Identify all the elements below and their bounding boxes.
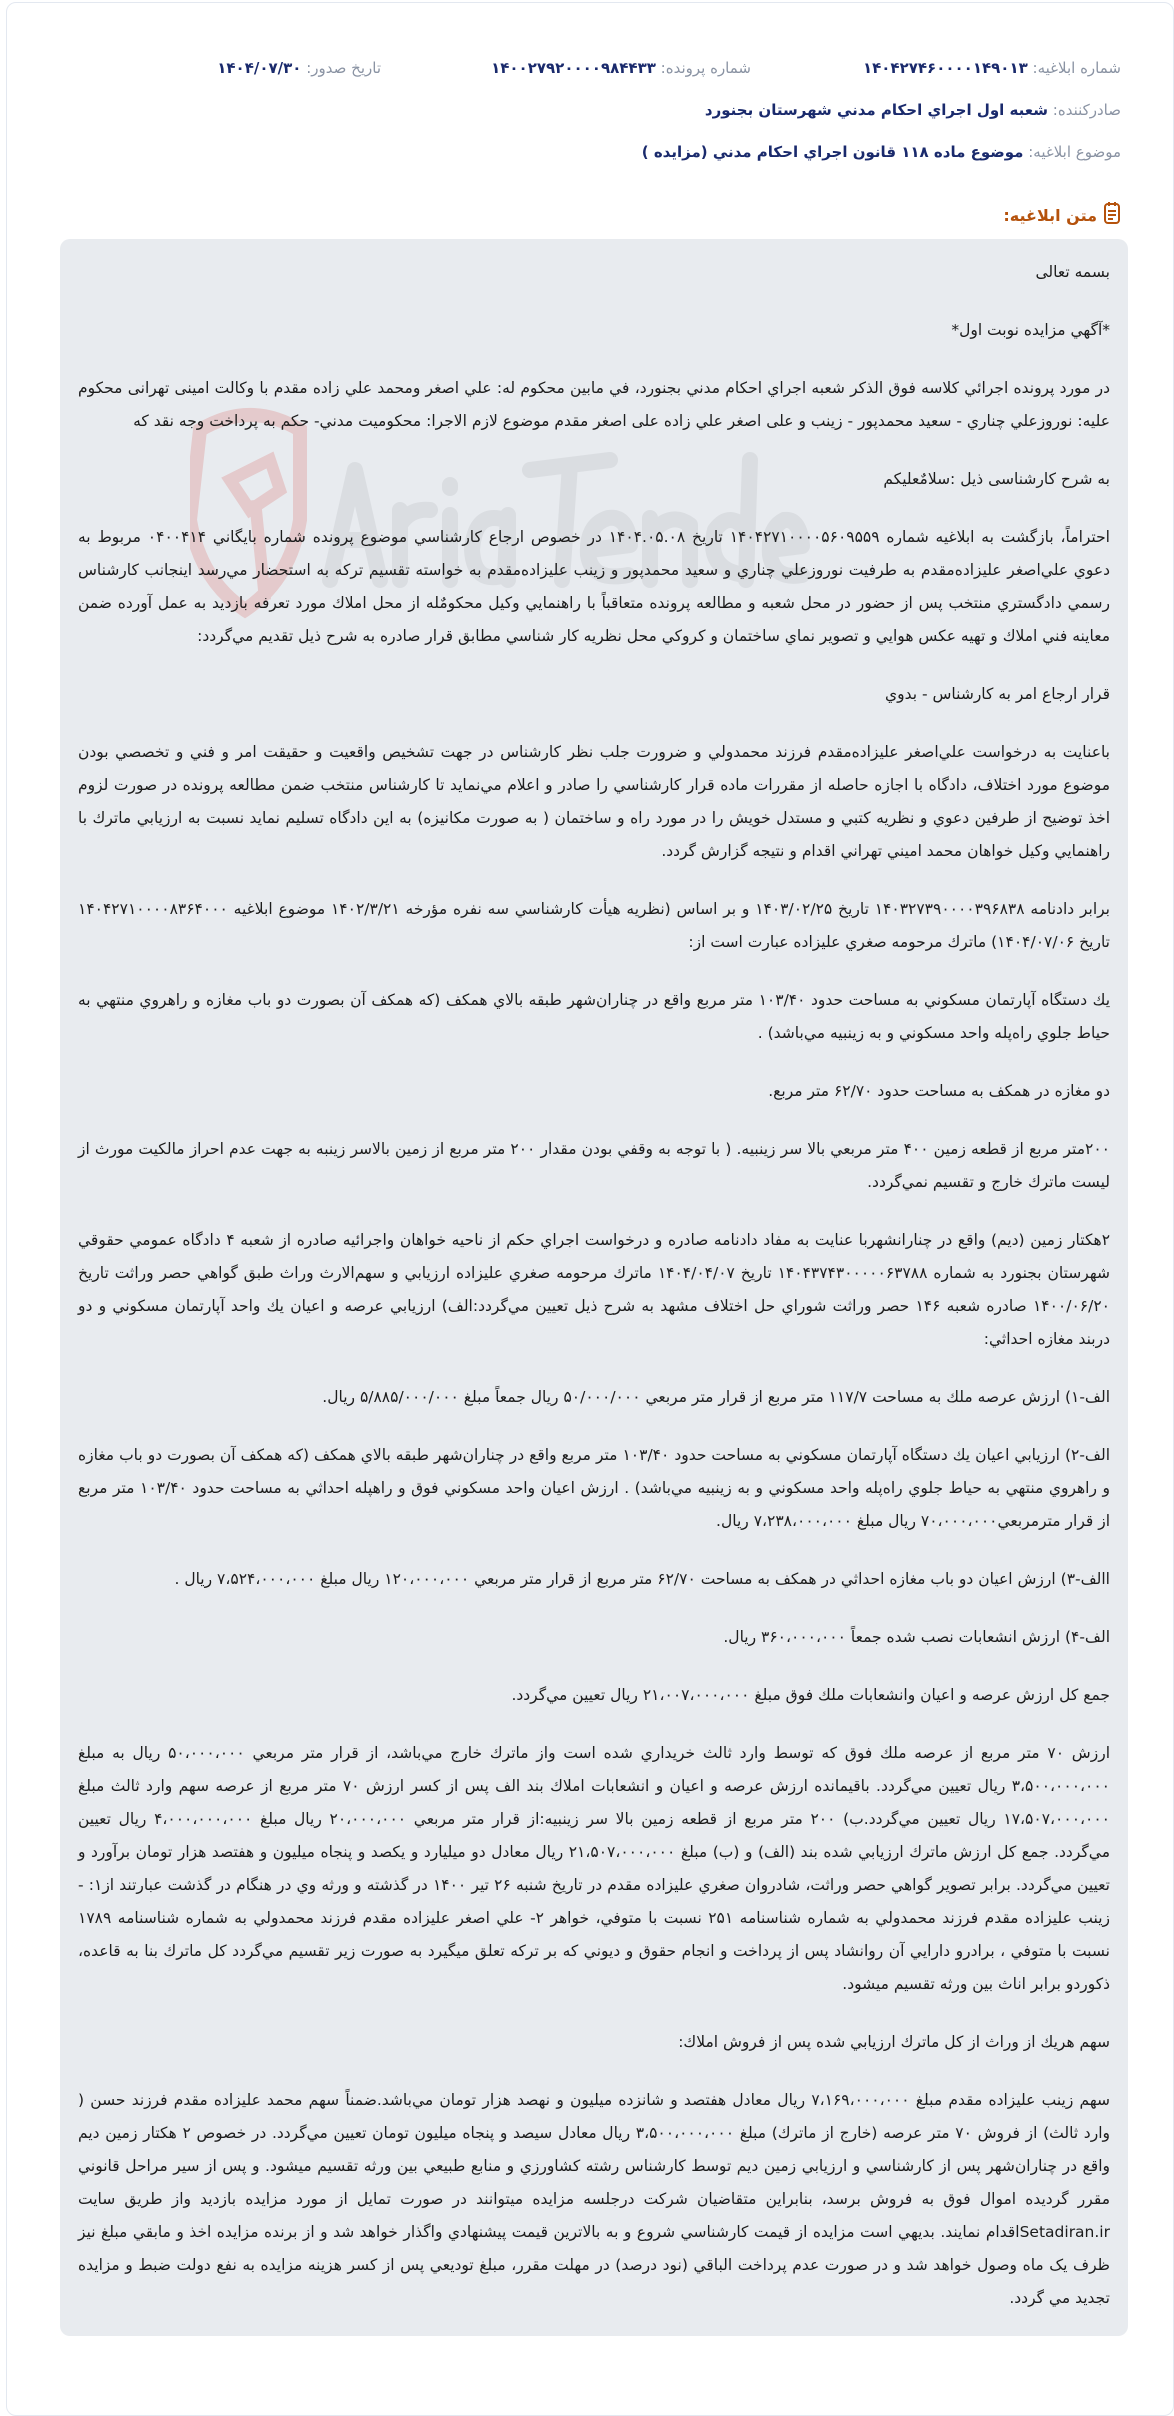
issuer-label: صادرکننده:: [1052, 101, 1121, 119]
issue-date: [217, 59, 381, 77]
issue-date-label: تاریخ صدور:: [306, 59, 381, 77]
issue-date-value: ۱۴۰۴/۰۷/۳۰: [217, 59, 302, 77]
notice-body: [78, 256, 1110, 2340]
paragraph: ارزش ۷۰ متر مربع از عرصه ملك فوق كه توسط وارد ثالث خريداري شده است واز ماترك خارج مي‌باشد، از قرار متر مربعي ۵۰،۰۰۰،۰۰۰ ريال به مبلغ ۳،۵۰۰،۰۰۰،۰۰۰ ريال تعيين مي‌گردد. باقيمانده ارزش عرصه و اعيان و انشعابات املاك بند الف پس از كسر ارزش ۷۰ متر مربع از عرصه سهم وارد ثالث مبلغ ۱۷،۵۰۷،۰۰۰،۰۰۰ ريال تعيين مي‌گردد.ب) ۲۰۰ متر مربع از قطعه زمين بالا سر زينبيه:از قرار متر مربعي ۲۰،۰۰۰،۰۰۰ ريال مبلغ ۴،۰۰۰،۰۰۰،۰۰۰ ريال تعيين مي‌گردد. جمع كل ارزش ماترك ارزيابي شده بند (الف) و (ب) مبلغ ۲۱،۵۰۷،۰۰۰،۰۰۰ ريال معادل دو ميليارد و يكصد و پنجاه ميليون و هفتصد هزار تومان برآورد و تعيين مي‌گردد. برابر تصوير گواهي حصر وراثت، شادروان صغري عليزاده مقدم در تاريخ شنبه ۲۶ تير ۱۴۰۰ در گذشته و ورثه وي در هنگام در گذشت عبارتند از۱: - زينب عليزاده مقدم فرزند محمدولي به شماره شناسنامه ۲۵۱ نسبت با متوفي، خواهر ۲- علي اصغر عليزاده مقدم فرزند محمدولي به شماره شناسنامه ۱۷۸۹ نسبت با متوفي ، برادرو دارايي آن روانشاد پس از پرداخت و انجام حقوق و ديوني كه بر تركه تعلق ميگيرد به صورت زير تقسيم مي‌گردد كل ماترك بنا به قاعده، ذكوردو برابر اناث بين ورثه تقسيم ميشود.: [78, 1744, 1111, 1993]
paragraph: باعنايت به درخواست علي‌اصغر عليزاده‌مقدم فرزند محمدولي و ضرورت جلب نظر كارشناس در جهت تشخيص واقعيت و حقيقت امر و فني و تخصصي بودن موضوع مورد اختلاف، دادگاه با اجازه حاصله از مقررات ماده قرار كارشناسي را صادر و اعلام مي‌نمايد تا كارشناس منتخب ضمن مطالعه پرونده در صورت لزوم اخذ توضيح از طرفين دعوي و نظريه كتبي و مستدل خويش را در مورد راه و ساختمان ( به صورت مكانيزه) به اين دادگاه تسليم نمايد نسبت به ارزيابي ماترك با راهنمايي وكيل خواهان محمد اميني تهراني اقدام و نتيجه گزارش گردد.: [78, 743, 1110, 860]
case-number: [491, 59, 751, 77]
notice-number: [863, 59, 1121, 77]
paragraph: به شرح كارشناسی ذيل :سلامٌعليكم: [883, 470, 1110, 488]
paragraph: سهم هريك از وراث از كل ماترك ارزيابي شده پس از فروش املاك:: [678, 2033, 1110, 2051]
paragraph: الف-۴) ارزش انشعابات نصب شده جمعاً ۳۶۰،۰۰۰،۰۰۰ ريال.: [723, 1628, 1110, 1646]
paragraph: دو مغازه در همكف به مساحت حدود ۶۲/۷۰ متر مربع.: [768, 1082, 1110, 1100]
subject-value: موضوع ماده ۱۱۸ قانون اجراي احكام مدني (مزايده ): [641, 143, 1024, 161]
paragraph: الف-۲) ارزيابي اعيان يك دستگاه آپارتمان مسكوني به مساحت حدود ۱۰۳/۴۰ متر مربع واقع در چناران‌شهر طبقه بالاي همكف (كه همكف آن بصورت دو باب مغازه و راهروي منتهي به حياط جلوي راه‌پله واحد مسكوني و به زينبيه مي‌باشد) . ارزش اعيان واحد مسكوني فوق و راهپله احداثي به مساحت حدود ۱۰۳/۴۰ متر مربع از قرار مترمربعي۷۰،۰۰۰،۰۰۰ ريال مبلغ ۷،۲۳۸،۰۰۰،۰۰۰ ريال.: [78, 1446, 1110, 1530]
paragraph: برابر دادنامه ۱۴۰۳۲۷۳۹۰۰۰۰۳۹۶۸۳۸ تاريخ ۱۴۰۳/۰۲/۲۵ و بر اساس (نظريه هيأت كارشناسي سه نفره مؤرخه ۱۴۰۲/۳/۲۱ موضوع ابلاغيه ۱۴۰۴۲۷۱۰۰۰۰۸۳۶۴۰۰۰ تاريخ ۱۴۰۴/۰۷/۰۶) ماترك مرحومه صغري عليزاده عبارت است از:: [78, 900, 1110, 951]
paragraph: الف-۱) ارزش عرصه ملك به مساحت ۱۱۷/۷ متر مربع از قرار متر مربعي ۵۰/۰۰۰/۰۰۰ ريال جمعاً مبلغ ۵/۸۸۵/۰۰۰/۰۰۰ ريال.: [322, 1388, 1110, 1406]
paragraph: *آگهي مزايده نوبت اول*: [951, 321, 1110, 339]
issuer: [705, 101, 1121, 119]
notice-text-title: متن ابلاغیه:: [1003, 205, 1097, 225]
subject-label: موضوع ابلاغیه:: [1028, 143, 1121, 161]
paragraph: جمع كل ارزش عرصه و اعيان وانشعابات ملك فوق مبلغ ۲۱،۰۰۷،۰۰۰،۰۰۰ ريال تعيين مي‌گردد.: [511, 1686, 1110, 1704]
paragraph: قرار ارجاع امر به كارشناس - بدوي: [885, 685, 1110, 703]
paragraph: بسمه تعالی: [1035, 263, 1110, 281]
paragraph: احتراماً، بازگشت به ابلاغيه شماره ۱۴۰۴۲۷۱۰۰۰۰۵۶۰۹۵۵۹ تاريخ ۱۴۰۴.۰۵.۰۸ در خصوص ارجاع كارشناسي موضوع پرونده شماره بايگاني ۰۴۰۰۴۱۴ مربوط به دعوي علي‌اصغر عليزاده‌مقدم به طرفيت نوروزعلي چناري و سعيد محمدپور و زينب عليزاده‌مقدم به خواسته تقسيم تركه به استحضار مي‌رسد اينجانب كارشناس رسمي دادگستري منتخب پس از حضور در محل شعبه و مطالعه پرونده متعاقباً با راهنمايي وكيل محكومٌله از محل املاك مورد تعرفه بازديد به عمل آورده ضمن معاينه فني املاك و تهيه عكس هوايي و تصوير نماي ساختمان و كروكي محل نظريه كار شناسي مطابق قرار صادره به شرح ذيل تقديم مي‌گردد:: [78, 528, 1110, 645]
case-number-value: ۱۴۰۰۲۷۹۲۰۰۰۰۹۸۴۴۳۳: [491, 59, 656, 77]
subject: [642, 143, 1121, 161]
notice-text-heading: [1003, 201, 1121, 229]
paragraph: سهم زينب عليزاده مقدم مبلغ ۷،۱۶۹،۰۰۰،۰۰۰ ريال معادل هفتصد و شانزده ميليون و نهصد هزار تومان مي‌باشد.ضمناً سهم محمد عليزاده مقدم فرزند حسن ( وارد ثالث) از فروش ۷۰ متر عرصه (خارج از ماترك) مبلغ ۳،۵۰۰،۰۰۰،۰۰۰ ريال معادل سيصد و پنجاه ميليون تومان تعيين مي‌گردد. در خصوص ۲ هكتار زمين ديم واقع در چناران‌شهر پس از كارشناسي و ارزيابي زمين ديم توسط كارشناس رشته كشاورزي و منابع طبيعي بين ورثه تقسيم ميشود. و پس از سير مراحل قانوني مقرر گرديده اموال فوق به فروش برسد، بنابراين متقاضيان شركت درجلسه مزايده ميتوانند در صورت تمايل از مورد مزايده بازديد واز طريق سايت Setadiran.irاقدام نمايند. بديهي است مزايده از قيمت كارشناسي شروع و به بالاترين قيمت پيشنهادي واگذار خواهد شد و از برنده مزايده اخذ و مابقي مبلغ نيز ظرف يک ماه وصول خواهد شد و در صورت عدم پرداخت الباقي (نود درصد) در مهلت مقرر، مبلغ توديعي پس از كسر هزينه مزايده به نفع دولت ضبط و مزايده تجديد مي گردد.: [78, 2091, 1110, 2307]
notepad-icon: [1103, 201, 1121, 229]
notice-meta-row: [67, 59, 1121, 89]
issuer-value: شعبه اول اجراي احكام مدني شهرستان بجنورد: [704, 101, 1048, 119]
paragraph: االف-۳) ارزش اعيان دو باب مغازه احداثي در همكف به مساحت ۶۲/۷۰ متر مربع از قرار متر مربعي ۱۲۰،۰۰۰،۰۰۰ ريال مبلغ ۷،۵۲۴،۰۰۰،۰۰۰ ريال .: [174, 1570, 1110, 1588]
paragraph: ۲هكتار زمين (ديم) واقع در چنارانشهربا عنايت به مفاد دادنامه صادره و درخواست اجراي حكم از ناحيه خواهان واجرائيه صادره از شعبه ۴ دادگاه عمومي حقوقي شهرستان بجنورد به شماره ۱۴۰۴۳۷۴۳۰۰۰۰۰۶۳۷۸۸ تاريخ ۱۴۰۴/۰۴/۰۷ ماترك مرحومه صغري عليزاده ارزيابي و سهم‌الارث وراث طبق گواهي حصر وراثت تاريخ ۱۴۰۰/۰۶/۲۰ صادره شعبه ۱۴۶ حصر وراثت شوراي حل اختلاف مشهد به شرح ذيل تعيين مي‌گردد:الف) ارزيابي عرصه و اعيان يك واحد آپارتمان مسكوني و دو دربند مغازه احداثي:: [78, 1231, 1111, 1348]
notice-number-label: شماره ابلاغیه:: [1032, 59, 1121, 77]
paragraph: در مورد پرونده اجرائي كلاسه فوق الذكر شعبه اجراي احكام مدني بجنورد، في مابين محكوم له: علي اصغر ومحمد علي زاده مقدم با وكالت امینی تهرانی محكوم عليه: نوروزعلي چناري - سعيد محمدپور - زينب و علی اصغر علي زاده علی اصغر مقدم موضوع لازم الاجرا: محكوميت مدني- حكم به پرداخت وجه نقد كه: [78, 379, 1110, 430]
paragraph: ۲۰۰متر مربع از قطعه زمين ۴۰۰ متر مربعي بالا سر زينبيه. ( با توجه به وقفي بودن مقدار ۲۰۰ متر مربع از زمين بالاسر زينبه به جهت عدم احراز مالكيت مورث از ليست ماترك خارج و تقسيم نمي‌گردد.: [78, 1140, 1110, 1191]
paragraph: يك دستگاه آپارتمان مسكوني به مساحت حدود ۱۰۳/۴۰ متر مربع واقع در چناران‌شهر طبقه بالاي همكف (كه همكف آن بصورت دو باب مغازه و راهروي منتهي به حياط جلوي راه‌پله واحد مسكوني و به زينبيه مي‌باشد) .: [78, 991, 1111, 1042]
notice-number-value: ۱۴۰۴۲۷۴۶۰۰۰۰۱۴۹۰۱۳: [862, 59, 1028, 77]
case-number-label: شماره پرونده:: [660, 59, 751, 77]
